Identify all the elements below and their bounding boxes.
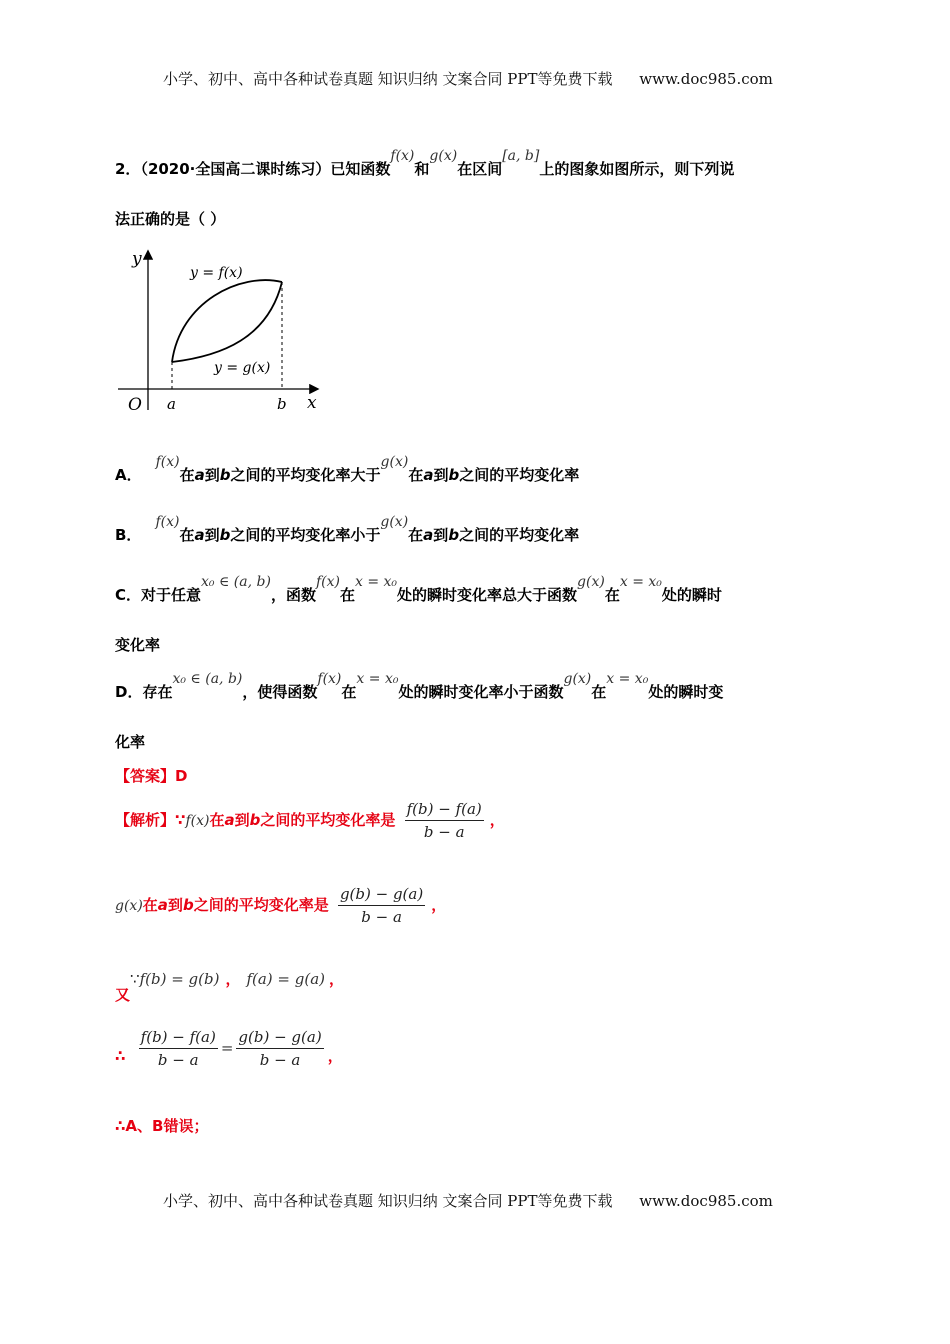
math-x-eq-x0: x = x₀ [606, 671, 649, 687]
g-curve-label: y = g(x) [214, 360, 271, 376]
analysis-line3: 又∵f(b) = g(b) ， f(a) = g(a) ， [115, 970, 345, 1004]
question-stem-line2: 法正确的是（ ） [115, 210, 226, 228]
fraction-f-2: $\frac{f(b) - f(a)}{b - a}$ [140, 1028, 216, 1069]
math-x-eq-x0: x = x₀ [619, 574, 662, 590]
b-label: b [277, 395, 287, 413]
option-d[interactable]: D．存在x₀ ∈ (a, b)，使得函数f(x)在x = x₀处的瞬时变化率小于函数g(x)在x = x₀处的瞬时变 [115, 671, 724, 701]
option-b[interactable]: B．f(x)在a到b之间的平均变化率小于g(x)在a到b之间的平均变化率 [115, 514, 580, 544]
math-gx: g(x) [380, 454, 409, 470]
a-label: a [167, 395, 176, 413]
math-fx: f(x) [317, 671, 342, 687]
header-site[interactable]: www.doc985.com [639, 70, 773, 88]
function-graph [110, 240, 330, 420]
math-fx: f(x) [315, 574, 340, 590]
answer-label: 【答案】D [115, 767, 188, 785]
fraction-g: $\frac{g(b) - g(a)}{b - a}$ [339, 885, 424, 926]
math-gx: g(x) [380, 514, 409, 530]
fraction-f: $\frac{f(b) - f(a)}{b - a}$ [406, 800, 482, 841]
footer-text: 小学、初中、高中各种试卷真题 知识归纳 文案合同 PPT等免费下载 [163, 1192, 613, 1210]
math-fx: f(x) [185, 813, 210, 829]
math-eq1: f(b) = g(b) [139, 970, 220, 988]
analysis-line2: g(x)在a到b之间的平均变化率是 $\frac{g(b) - g(a)}{b - a}$ ， [115, 885, 447, 926]
math-gx: g(x) [115, 898, 143, 914]
fraction-g-2: $\frac{g(b) - g(a)}{b - a}$ [238, 1028, 322, 1069]
math-gx: g(x) [429, 148, 458, 164]
math-fx: f(x) [390, 148, 415, 164]
x-axis-label: x [307, 393, 317, 413]
option-c[interactable]: C．对于任意x₀ ∈ (a, b)，函数f(x)在x = x₀处的瞬时变化率总大于函数g(x)在x = x₀处的瞬时 [115, 574, 722, 604]
math-eq2: f(a) = g(a) [246, 970, 326, 988]
math-interval: [a, b] [502, 148, 540, 164]
header-text: 小学、初中、高中各种试卷真题 知识归纳 文案合同 PPT等免费下载 [163, 70, 613, 88]
math-x0-in-ab: x₀ ∈ (a, b) [201, 574, 271, 590]
question-stem: 2．（2020·全国高二课时练习）已知函数f(x)和g(x)在区间[a, b]上的图象如图所示，则下列说 [115, 148, 735, 178]
option-c-line2: 变化率 [115, 636, 161, 654]
math-x0-in-ab: x₀ ∈ (a, b) [172, 671, 243, 687]
math-x-eq-x0: x = x₀ [354, 574, 398, 590]
y-axis-label: y [132, 249, 142, 269]
analysis-line1: 【解析】∵f(x)在a到b之间的平均变化率是 $\frac{f(b) - f(a)}{b - a}$ ， [115, 800, 505, 841]
option-a[interactable]: A．f(x)在a到b之间的平均变化率大于g(x)在a到b之间的平均变化率 [115, 454, 580, 484]
curve-g [172, 282, 282, 362]
origin-label: O [128, 395, 142, 415]
analysis-label: 【解析】∵ [115, 811, 186, 829]
math-x-eq-x0: x = x₀ [356, 671, 399, 687]
option-d-line2: 化率 [115, 733, 146, 751]
math-gx: g(x) [563, 671, 592, 687]
footer-site[interactable]: www.doc985.com [639, 1192, 773, 1210]
question-number: 2． [115, 160, 141, 178]
f-curve-label: y = f(x) [190, 265, 243, 281]
analysis-conclusion: ∴A、B错误； [115, 1117, 209, 1135]
curve-f [172, 280, 282, 362]
math-fx: f(x) [155, 454, 180, 470]
analysis-line4: ∴ $\frac{f(b) - f(a)}{b - a}$ = $\frac{g(b) - g(a)}{b - a}$ ， [115, 1028, 343, 1069]
math-fx: f(x) [155, 514, 180, 530]
math-gx: g(x) [577, 574, 605, 590]
